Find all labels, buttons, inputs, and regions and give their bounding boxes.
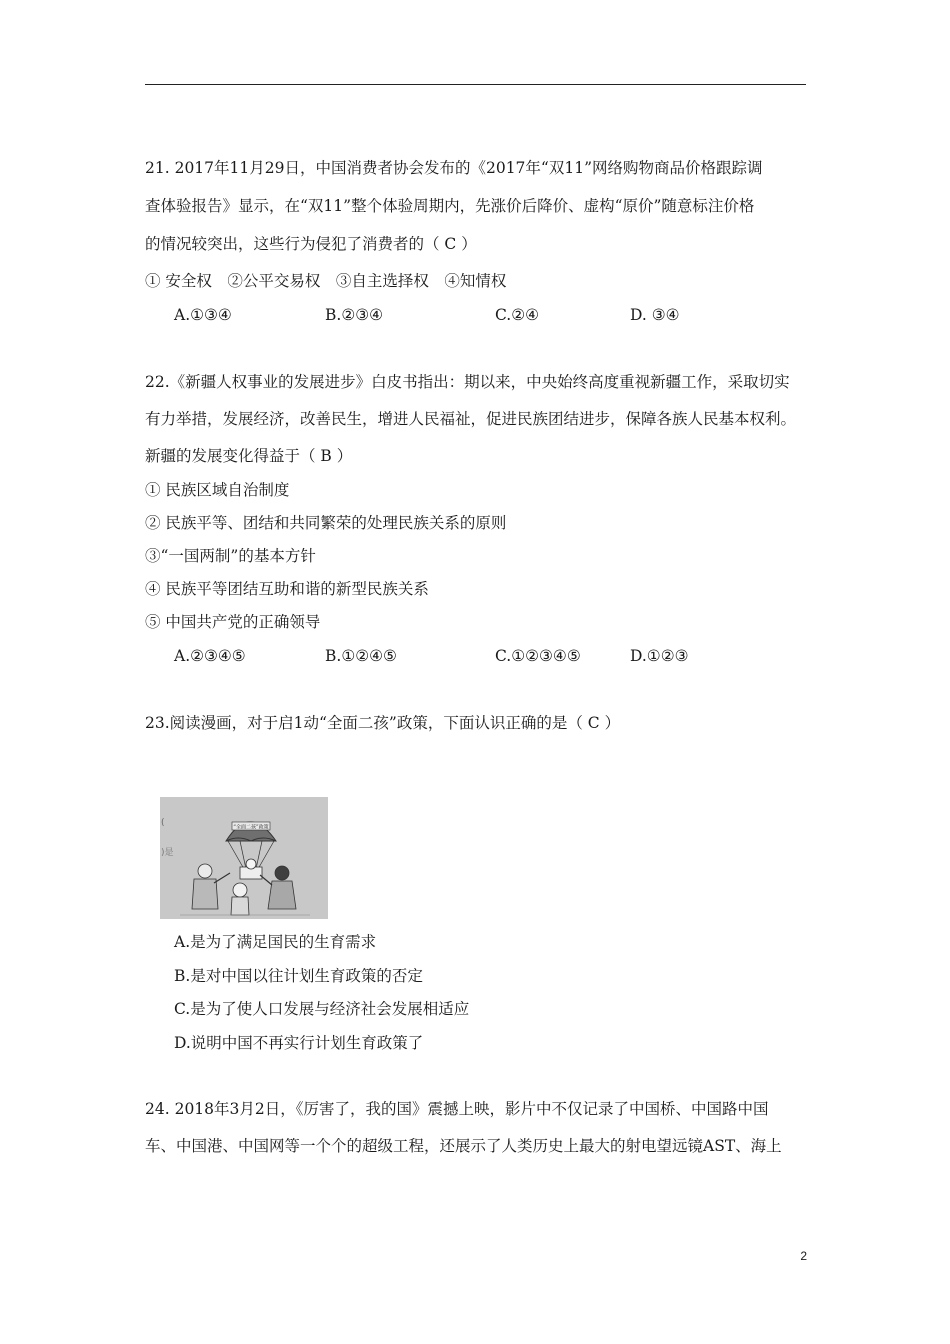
q21-stem-line2: 查体验报告》显示，在“双11”整个体验周期内，先涨价后降价、虚构“原价”随意标注价格 [145,197,755,215]
q24-stem-line2: 车、中国港、中国网等一个个的超级工程，还展示了人类历史上最大的射电望远镜AST、海上 [145,1137,782,1155]
q21-items: ① 安全权 ②公平交易权 ③自主选择权 ④知情权 [145,272,507,290]
svg-text:)是: )是 [161,848,174,858]
q23-stem: 23.阅读漫画，对于启1动“全面二孩”政策，下面认识正确的是（ C ） [145,714,621,732]
page-number: 2 [800,1249,807,1263]
q22-option-d: D.①②③ [630,647,689,665]
q22-stem-line3: 新疆的发展变化得益于（ B ） [145,447,353,465]
cartoon-banner: “全面二孩”政策 [233,824,269,831]
q22-stem-line1: 22.《新疆人权事业的发展进步》白皮书指出：期以来，中央始终高度重视新疆工作，采取切实 [145,373,790,391]
header-rule [145,84,806,85]
q21-option-d: D. ③④ [630,306,680,324]
q21-option-a: A.①③④ [174,306,232,324]
q22-item-3: ③“一国两制”的基本方针 [145,547,316,565]
q22-option-b: B.①②④⑤ [325,647,397,665]
q22-item-1: ① 民族区域自治制度 [145,481,290,499]
q23-option-b: B.是对中国以往计划生育政策的否定 [174,967,423,985]
parachute-family-illustration [160,797,328,919]
q21-stem-line1: 21. 2017年11月29日，中国消费者协会发布的《2017年“双11”网络购物商品价格跟踪调 [145,159,763,177]
q24-stem-line1: 24. 2018年3月2日，《厉害了，我的国》震撼上映，影片中不仅记录了中国桥、中国路中国 [145,1100,769,1118]
q23-option-c: C.是为了使人口发展与经济社会发展相适应 [174,1000,470,1018]
q23-option-a: A.是为了满足国民的生育需求 [174,933,377,951]
q21-option-b: B.②③④ [325,306,384,324]
svg-text:(: ( [161,818,165,828]
q21-option-c: C.②④ [495,306,540,324]
q22-item-5: ⑤ 中国共产党的正确领导 [145,613,321,631]
q22-item-2: ② 民族平等、团结和共同繁荣的处理民族关系的原则 [145,514,507,532]
q22-option-a: A.②③④⑤ [174,647,246,665]
q22-option-c: C.①②③④⑤ [495,647,581,665]
q22-stem-line2: 有力举措，发展经济，改善民生，增进人民福祉，促进民族团结进步，保障各族人民基本权利。 [145,410,797,428]
cartoon-image [160,797,328,919]
q22-item-4: ④ 民族平等团结互助和谐的新型民族关系 [145,580,429,598]
q23-option-d: D.说明中国不再实行计划生育政策了 [174,1034,424,1052]
q21-stem-line3: 的情况较突出，这些行为侵犯了消费者的（ C ） [145,235,477,253]
